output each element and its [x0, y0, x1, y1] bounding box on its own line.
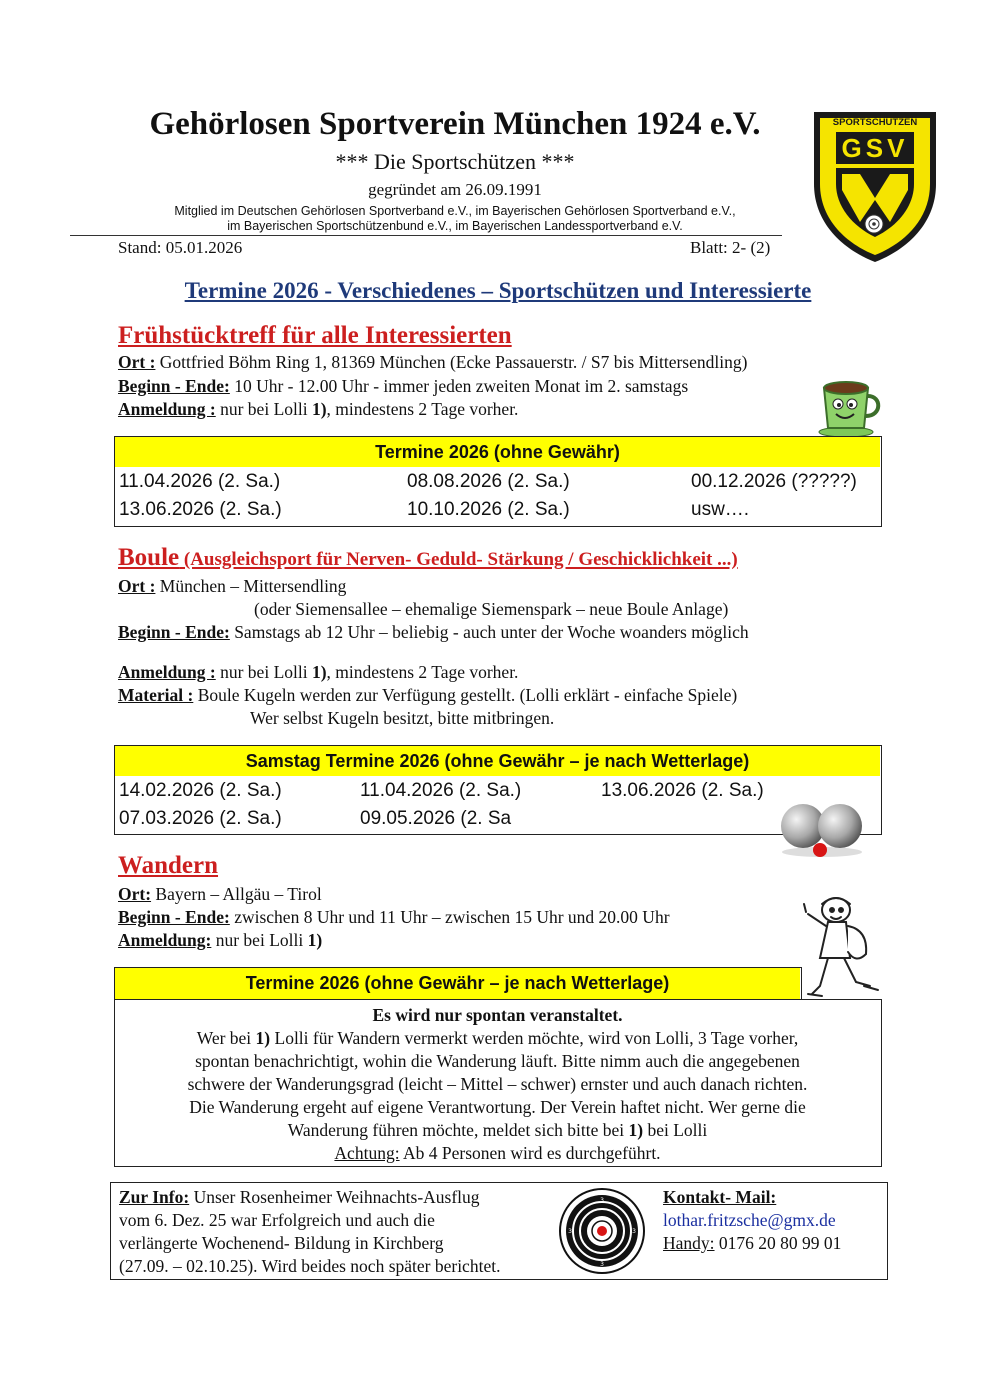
achtung-note: [115, 1142, 880, 1165]
section-heading-boule: [118, 544, 738, 572]
info-text: Unser Rosenheimer Weihnachts-Ausflug: [189, 1187, 480, 1207]
coffee-cup-icon: [816, 372, 882, 438]
text: Lolli für Wandern vermerkt werden möchte, wird von Lolli, 3 Tage vorher,: [270, 1028, 799, 1048]
main-title: Termine 2026 - Verschiedenes – Sportschützen und Interessierte: [184, 278, 812, 303]
ort-label: Ort:: [118, 884, 152, 904]
footnote-ref: 1): [307, 930, 323, 950]
fruehstueck-ort: [118, 352, 747, 373]
beginn-value: 10 Uhr - 12.00 Uhr - immer jeden zweiten Monat im 2. samstags: [229, 376, 689, 396]
date-cell: 10.10.2026 (2. Sa.): [407, 499, 570, 520]
fruehstueck-dates-table: [114, 436, 882, 527]
table-header: Samstag Termine 2026 (ohne Gewähr – je nach Wetterlage): [115, 746, 880, 776]
date-cell: 09.05.2026 (2. Sa: [360, 808, 512, 829]
membership-line-1: Mitglied im Deutschen Gehörlosen Sportverband e.V., im Bayerischen Gehörlosen Sportverband e.V.,: [174, 204, 736, 218]
boule-heading-sub: (Ausgleichsport für Nerven- Geduld- Stärkung / Geschicklichkeit ...): [179, 549, 738, 570]
date-cell: 13.06.2026 (2. Sa.): [601, 780, 764, 801]
hiker-icon: [798, 890, 884, 1008]
stand-date: Stand: 05.01.2026: [118, 238, 243, 257]
info-line-1: [119, 1187, 480, 1208]
fruehstueck-beginn: [118, 376, 688, 397]
info-line-2: vom 6. Dez. 25 war Erfolgreich und auch die: [119, 1210, 435, 1230]
logo-top-text: SPORTSCHÜTZEN: [832, 117, 918, 128]
svg-text:3: 3: [632, 1228, 636, 1235]
boule-heading: Boule: [118, 544, 180, 571]
contact-email-link[interactable]: lothar.fritzsche@gmx.de: [663, 1210, 836, 1230]
wandern-paragraph-5: [115, 1119, 880, 1142]
info-line-4: (27.09. – 02.10.25). Wird beides noch später berichtet.: [119, 1256, 501, 1276]
founded-date: gegründet am 26.09.1991: [368, 180, 542, 199]
gsv-logo: [806, 106, 944, 266]
footnote-ref: 1): [311, 662, 327, 682]
date-cell: 13.06.2026 (2. Sa.): [119, 499, 282, 520]
footnote-ref: 1): [255, 1028, 271, 1048]
text: Wanderung führen möchte, meldet sich bitte bei: [287, 1120, 629, 1140]
date-cell: usw….: [691, 499, 750, 520]
date-cell: 07.03.2026 (2. Sa.): [119, 808, 282, 829]
contact-heading: Kontakt- Mail:: [663, 1187, 777, 1207]
boule-anmeldung: [118, 662, 518, 683]
date-cell: 11.04.2026 (2. Sa.): [119, 471, 281, 492]
anmeldung-label: Anmeldung :: [118, 662, 216, 682]
wandern-table-header-box: [114, 967, 802, 1000]
wandern-paragraph-2: spontan benachrichtigt, wohin die Wanderung läuft. Bitte nimm auch die angegebenen: [195, 1051, 800, 1071]
anmeldung-value: nur bei Lolli: [215, 662, 312, 682]
info-label: Zur Info:: [119, 1187, 190, 1207]
footnote-ref: 1): [628, 1120, 644, 1140]
handy-value: 0176 20 80 99 01: [714, 1233, 842, 1253]
material-label: Material :: [118, 685, 194, 705]
date-cell: 08.08.2026 (2. Sa.): [407, 471, 570, 492]
ort-value: München – Mittersendling: [155, 576, 347, 596]
anmeldung-value-end: , mindestens 2 Tage vorher.: [326, 399, 519, 419]
wandern-anmeldung: [118, 930, 322, 951]
svg-text:3: 3: [600, 1197, 604, 1204]
boule-ort-alt: (oder Siemensallee – ehemalige Siemenspark – neue Boule Anlage): [254, 599, 729, 619]
date-cell: 14.02.2026 (2. Sa.): [119, 780, 282, 801]
text: Wer bei: [196, 1028, 256, 1048]
fruehstueck-anmeldung: [118, 399, 518, 420]
anmeldung-value: nur bei Lolli: [211, 930, 308, 950]
header-divider: [70, 235, 782, 236]
ort-label: Ort :: [118, 352, 156, 372]
handy-label: Handy:: [663, 1233, 715, 1253]
info-line-3: verlängerte Wochenend- Bildung in Kirchberg: [119, 1233, 444, 1253]
svg-text:3: 3: [568, 1228, 572, 1235]
boule-dates-table: [114, 745, 882, 835]
wandern-ort: [118, 884, 322, 905]
section-heading-wandern: Wandern: [118, 852, 219, 879]
beginn-label: Beginn - Ende:: [118, 376, 230, 396]
anmeldung-value-end: , mindestens 2 Tage vorher.: [326, 662, 519, 682]
club-title: Gehörlosen Sportverein München 1924 e.V.: [149, 106, 761, 142]
beginn-label: Beginn - Ende:: [118, 907, 230, 927]
text: bei Lolli: [643, 1120, 708, 1140]
boule-material: [118, 685, 737, 706]
boule-material-2: Wer selbst Kugeln besitzt, bitte mitbringen.: [250, 708, 555, 728]
info-contact-box: [110, 1182, 888, 1280]
wandern-beginn: [118, 907, 670, 928]
anmeldung-value: nur bei Lolli: [215, 399, 312, 419]
material-value: Boule Kugeln werden zur Verfügung gestellt. (Lolli erklärt - einfache Spiele): [193, 685, 738, 705]
table-header: Termine 2026 (ohne Gewähr): [115, 437, 880, 467]
wandern-paragraph-4: Die Wanderung ergeht auf eigene Verantwortung. Der Verein haftet nicht. Wer gerne die: [189, 1097, 806, 1117]
boule-beginn: [118, 622, 749, 643]
logo-letters: GSV: [841, 133, 909, 163]
contact-label: [663, 1187, 776, 1208]
club-subtitle: *** Die Sportschützen ***: [335, 149, 575, 174]
wandern-info-box: [114, 999, 882, 1167]
boule-ort: [118, 576, 346, 597]
date-cell: 00.12.2026 (?????): [691, 471, 857, 492]
footnote-ref: 1): [311, 399, 327, 419]
ort-label: Ort :: [118, 576, 156, 596]
wandern-paragraph-1: [115, 1027, 880, 1050]
beginn-value: Samstags ab 12 Uhr – beliebig - auch unter der Woche woanders möglich: [229, 622, 749, 642]
beginn-label: Beginn - Ende:: [118, 622, 230, 642]
table-header: Termine 2026 (ohne Gewähr – je nach Wetterlage): [115, 968, 800, 999]
boule-balls-icon: [776, 796, 868, 862]
ort-value: Bayern – Allgäu – Tirol: [151, 884, 322, 904]
contact-phone: [663, 1233, 841, 1254]
membership-line-2: im Bayerischen Sportschützenbund e.V., im Bayerischen Landessportverband e.V.: [227, 219, 683, 233]
achtung-value: Ab 4 Personen wird es durchgeführt.: [399, 1143, 661, 1163]
beginn-value: zwischen 8 Uhr und 11 Uhr – zwischen 15 Uhr und 20.00 Uhr: [229, 907, 670, 927]
anmeldung-label: Anmeldung:: [118, 930, 212, 950]
achtung-label: Achtung:: [334, 1143, 400, 1163]
svg-text:3: 3: [600, 1261, 604, 1268]
target-icon: [558, 1187, 646, 1275]
section-heading-fruehstueck: Frühstücktreff für alle Interessierten: [118, 322, 512, 349]
ort-value: Gottfried Böhm Ring 1, 81369 München (Ecke Passauerstr. / S7 bis Mittersendling): [155, 352, 748, 372]
spontan-note: Es wird nur spontan veranstaltet.: [372, 1005, 623, 1025]
date-cell: 11.04.2026 (2. Sa.): [360, 780, 522, 801]
wandern-paragraph-3: schwere der Wanderungsgrad (leicht – Mittel – schwer) ernster und auch danach richten.: [187, 1074, 808, 1094]
anmeldung-label: Anmeldung :: [118, 399, 216, 419]
sheet-number: Blatt: 2- (2): [690, 238, 771, 257]
